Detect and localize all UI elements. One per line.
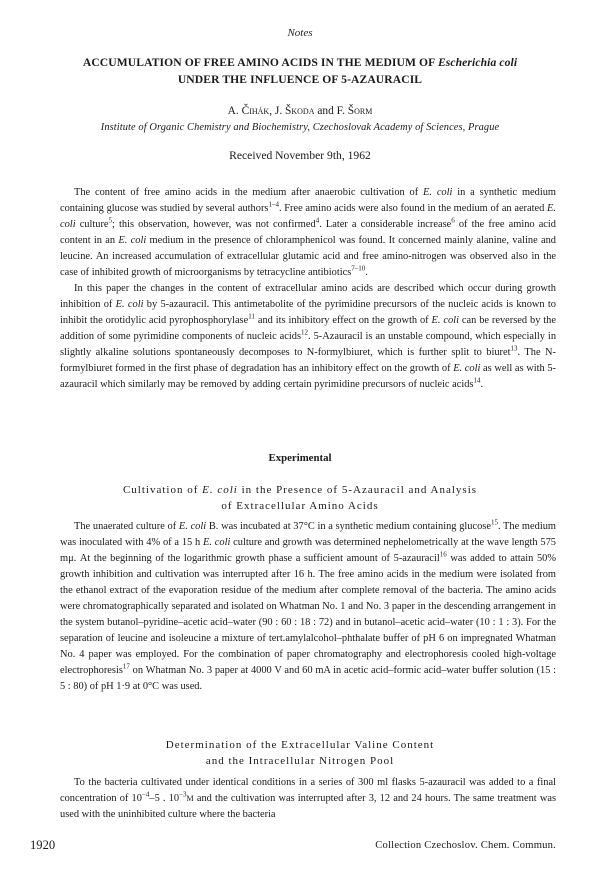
page-number: 1920 xyxy=(30,838,56,852)
section-heading-experimental: Experimental xyxy=(268,452,332,464)
paragraph: The unaerated culture of E. coli B. was incubated at 37°C in a synthetic medium containing glucose$^{15}$. The medium was inoculated with 4% of a 15 h E. coli culture and growth was determined nephelometrically at the wave length 575 mμ. At the beginning of the logarithmic growth phase a sufficient amount of 5-azauracil$^{16}$ was added to attain 50% growth inhibition and cultivation was interrupted after 16 h. The free amino acids in the medium were isolated from the ethanol extract of the evaporation residue of the medium after complete removal of the bacteria. The amino acids were chromatographically separated and isolated on Whatman No. 1 and No. 3 paper in the descending arrangement in the system butanol–pyridine–acetic acid–water (90 : 60 : 18 : 72) and in butanol–acetic acid–water (10 : 1 : 3). For the separation of leucine and isoleucine a mixture of tert.amylalcohol–phthalate buffer of pH 6 on impregnated Whatman No. 4 paper was employed. For the combination of paper chromatography and electrophoresis cooled high-voltage electrophoresis$^{17}$ on Whatman No. 3 paper at 4000 V and 60 mA in acetic acid–formic acid–water buffer solution (15 : 5 : 80) of pH 1·9 at 0°C was used. xyxy=(60,518,556,692)
subsection-heading-valine: Determination of the Extracellular Valine Content and the Intracellular Nitrogen Pool xyxy=(165,739,435,767)
cultivation-text xyxy=(60,519,556,695)
author-list: A. Čihák, J. Škoda and F. Šorm xyxy=(227,105,373,117)
valine-text xyxy=(60,775,556,823)
paragraph: The content of free amino acids in the medium after anaerobic cultivation of E. coli in a synthetic medium containing glucose was studied by several authors$^{1-4}$. Free amino acids were also found in the medium of an aerated E. coli culture$^5$; this observation, however, was not confirmed$^4$. Later a considerable increase$^6$ of the free amino acid content in an E. coli medium in the presence of chloramphenicol was found. It concerned mainly alanine, valine and leucine. An increased accumulation of extracellular glutamic acid and free amino-nitrogen was observed also in the case of inhibited growth of microorganisms by tetracycline antibiotics$^{7-10}$. xyxy=(60,187,557,278)
author-cihak: A. Čihák xyxy=(227,105,270,117)
paragraph: In this paper the changes in the content of extracellular amino acids are described which occur during growth inhibition of E. coli by 5-azauracil. This antimetabolite of the pyrimidine precursors of the nucleic acids is known to inhibit the orotidylic acid pyrophosphorylase$^{11}$ and its inhibitory effect on the growth of E. coli can be reversed by the addition of some pyrimidine components of nucleic acids$^{12}$. 5-Azauracil is an unstable compound, which especially in slightly alkaline solutions spontaneously decomposes to N-formylbiuret, which is further split to biuret$^{13}$. The N-formylbiuret formed in the first phase of degradation has an inhibitory effect on the growth of E. coli as well as with 5-azauracil which similarly may be removed by adding certain pyrimidine precursors of nucleic acids$^{14}$. xyxy=(60,283,557,390)
title-line1-prefix: ACCUMULATION OF FREE AMINO ACIDS IN THE MEDIUM OF xyxy=(82,56,435,69)
subsection-organism: E. coli xyxy=(202,484,238,496)
author-sorm: F. Šorm xyxy=(336,105,373,117)
article-title xyxy=(44,54,556,88)
journal-name: Collection Czechoslov. Chem. Commun. xyxy=(375,840,556,851)
title-organism: Escherichia coli xyxy=(437,56,518,69)
running-head: Notes xyxy=(287,27,313,39)
paragraph: To the bacteria cultivated under identical conditions in a series of 300 ml flasks 5-azauracil was added to a final concentration of $10^{-4}-5$ . $10^{-3}M$ and the cultivation was interrupted after 3, 12 and 24 hours. The same treatment was used with the uninhibited culture where the bacteria xyxy=(60,777,556,820)
author-skoda: J. Škoda xyxy=(274,105,315,117)
introduction-text xyxy=(60,185,556,393)
affiliation: Institute of Organic Chemistry and Biochemistry, Czechoslovak Academy of Sciences, Prague xyxy=(100,122,500,133)
subsection-heading-cultivation: Cultivation of E. coli in the Presence of 5-Azauracil and Analysis of Extracellular Amino Acids xyxy=(122,484,478,512)
title-line2: UNDER THE INFLUENCE OF 5-AZAURACIL xyxy=(177,73,423,86)
received-date: Received November 9th, 1962 xyxy=(229,149,371,162)
